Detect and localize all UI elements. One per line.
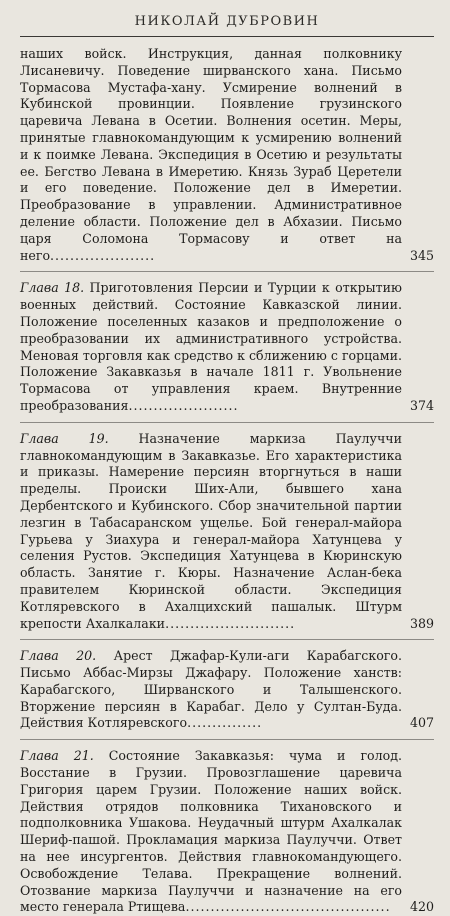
entry-text: Арест Джафар-Кули-аги Карабагского. Письмо Аббас-Мирзы Джафару. Положение ханств: Карабагского, Ширванского и Талышенского. Вторжение персиян в Карабаг. Дело у Султан-Буда. Действия Котляревского xyxy=(20,648,402,731)
author-name: НИКОЛАЙ ДУБРОВИН xyxy=(134,14,320,29)
chapter-label: Глава 19. xyxy=(20,430,109,446)
toc-entry: Глава 19. Назначение маркиза Паулуччи главнокомандующим в Закавказье. Его характеристика и приказы. Намерение персиян вторгнуться в наши пределы. Происки Ших-Али, бывшего хана Дербентского и Кубинского. Сбор значительной партии лезгин в Табасаранском ущелье. Бой генерал-майора Гурьева у Зиахура и генерал-майора Хатунцева у селения Рустов. Экспедиция Хатунцева в Кюринскую область. Занятие г. Кюры. Назначение Аслан-бека правителем Кюринской области. Экспедиция Котляревского в Ахалцихский пашалык. Штурм крепости Ахалкалаки.......................... 389 xyxy=(20,430,434,631)
chapter-label: Глава 21. xyxy=(20,748,94,764)
entry-separator xyxy=(20,422,434,423)
header-rule xyxy=(20,36,434,37)
toc-entry: Глава 20. Арест Джафар-Кули-аги Карабагского. Письмо Аббас-Мирзы Джафару. Положение ханств: Карабагского, Ширванского и Талышенского. Вторжение персиян в Карабаг. Дело у Султан-Буда. Действия Котляревского............... 407 xyxy=(20,648,434,731)
toc-entry: Глава 18. Приготовления Персии и Турции к открытию военных действий. Состояние Кавказской линии. Положение поселенных казаков и предположение о преобразовании их административного устройства. Меновая торговля как средство к сближению с горцами. Положение Закавказья в начале 1811 г. Увольнение Тормасова от управления краем. Внутренние преобразования...................... 374 xyxy=(20,280,434,413)
page-number: 407 xyxy=(409,715,434,731)
entry-separator xyxy=(20,271,434,272)
page-number: 374 xyxy=(409,397,434,413)
chapter-label: Глава 20. xyxy=(20,648,97,664)
entry-separator xyxy=(20,739,434,740)
page-number: 420 xyxy=(409,899,434,915)
table-of-contents xyxy=(20,46,434,916)
entry-text: наших войск. Инструкция, данная полковнику Лисаневичу. Поведение ширванского хана. Письмо Тормасова Мустафа-хану. Усмирение волнений в Кубинской провинции. Появление грузинского царевича Левана в Осетии. Волнения осетин. Меры, принятые главнокомандующим к усмирению волнений и к поимке Левана. Экспедиция в Осетию и результаты ее. Бегство Левана в Имеретию. Князь Зураб Церетели и его поведение. Положение дел в Имеретии. Преобразование в управлении. Административное деление области. Положение дел в Абхазии. Письмо царя Соломона Тормасову и ответ на него xyxy=(20,46,402,263)
entry-text: Состояние Закавказья: чума и голод. Восстание в Грузии. Провозглашение царевича Григория царем Грузии. Положение наших войск. Действия отрядов полковника Тихановского и подполковника Ушакова. Неудачный штурм Ахалкалак Шериф-пашой. Прокламация маркиза Паулуччи. Ответ на нее инсургентов. Действия главнокомандующего. Освобождение Телава. Прекращение волнений. Отозвание маркиза Паулуччи и назначение на его место генерала Ртищева xyxy=(20,748,402,915)
entry-text: Назначение маркиза Паулуччи главнокомандующим в Закавказье. Его характеристика и приказы. Намерение персиян вторгнуться в наши пределы. Происки Ших-Али, бывшего хана Дербентского и Кубинского. Сбор значительной партии лезгин в Табасаранском ущелье. Бой генерал-майора Гурьева у Зиахура и генерал-майора Хатунцева у селения Рустов. Экспедиция Хатунцева в Кюринскую область. Занятие г. Кюры. Назначение Аслан-бека правителем Кюринской области. Экспедиция Котляревского в Ахалцихский пашалык. Штурм крепости Ахалкалаки xyxy=(20,430,402,631)
page-number: 345 xyxy=(409,247,434,263)
toc-entry: Глава 21. Состояние Закавказья: чума и голод. Восстание в Грузии. Провозглашение царевича Григория царем Грузии. Положение наших войск. Действия отрядов полковника Тихановского и подполковника Ушакова. Неудачный штурм Ахалкалак Шериф-пашой. Прокламация маркиза Паулуччи. Ответ на нее инсургентов. Действия главнокомандующего. Освобождение Телава. Прекращение волнений. Отозвание маркиза Паулуччи и назначение на его место генерала Ртищева......................................... 420 xyxy=(20,748,434,915)
entry-separator xyxy=(20,639,434,640)
running-header xyxy=(20,0,434,42)
toc-entry: наших войск. Инструкция, данная полковнику Лисаневичу. Поведение ширванского хана. Письмо Тормасова Мустафа-хану. Усмирение волнений в Кубинской провинции. Появление грузинского царевича Левана в Осетии. Волнения осетин. Меры, принятые главнокомандующим к усмирению волнений и к поимке Левана. Экспедиция в Осетию и результаты ее. Бегство Левана в Имеретию. Князь Зураб Церетели и его поведение. Положение дел в Имеретии. Преобразование в управлении. Административное деление области. Положение дел в Абхазии. Письмо царя Соломона Тормасову и ответ на него..................... 345 xyxy=(20,46,434,263)
entry-text: Приготовления Персии и Турции к открытию военных действий. Состояние Кавказской линии. Положение поселенных казаков и предположение о преобразовании их административного устройства. Меновая торговля как средство к сближению с горцами. Положение Закавказья в начале 1811 г. Увольнение Тормасова от управления краем. Внутренние преобразования xyxy=(20,280,402,413)
page-number: 389 xyxy=(409,615,434,631)
chapter-label: Глава 18. xyxy=(20,280,85,296)
